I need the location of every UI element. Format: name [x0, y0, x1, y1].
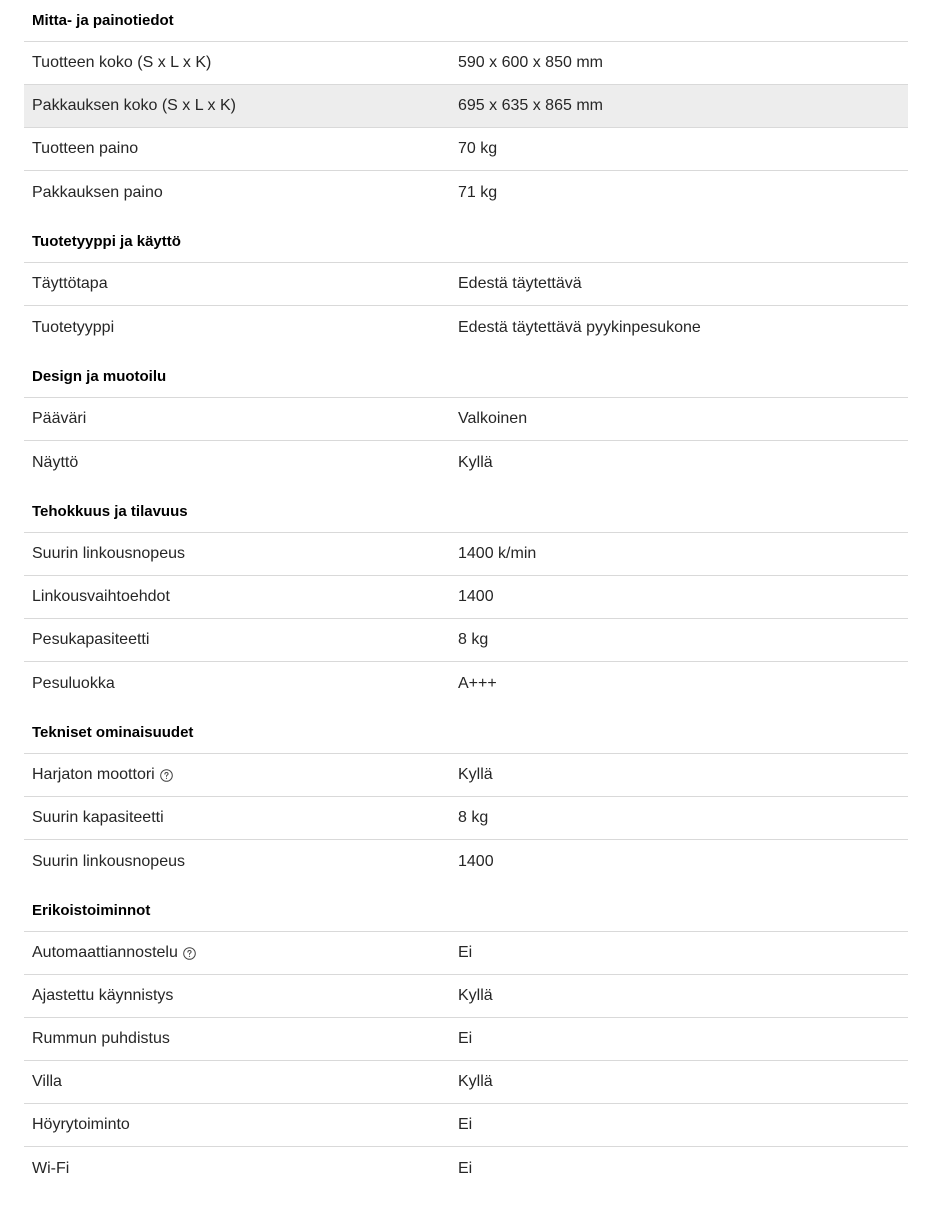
spec-label-cell [24, 766, 458, 784]
spec-value: 1400 k/min [458, 545, 537, 562]
spec-value: Valkoinen [458, 410, 528, 427]
spec-label: Pakkauksen koko (S x L x K) [32, 97, 236, 114]
spec-label: Täyttötapa [32, 275, 108, 292]
section-heading: Erikoistoiminnot [24, 890, 908, 932]
spec-value: A+++ [458, 674, 497, 692]
spec-section-design-ja-muotoilu [24, 356, 908, 484]
spec-row [24, 42, 908, 85]
spec-label: Pääväri [32, 410, 87, 427]
spec-label: Harjaton moottori [32, 766, 155, 783]
spec-value: 1400 [458, 852, 494, 870]
spec-label-cell [24, 140, 458, 158]
spec-label-cell [24, 809, 458, 827]
spec-label-cell [24, 545, 458, 563]
spec-row [24, 263, 908, 306]
spec-section-mitta-ja-painotiedot [24, 0, 908, 214]
spec-value: 590 x 600 x 850 mm [458, 54, 603, 71]
spec-row [24, 1104, 908, 1147]
spec-value: 1400 [458, 588, 494, 605]
spec-row [24, 662, 908, 705]
spec-section-tekniset-ominaisuudet [24, 712, 908, 883]
spec-label: Näyttö [32, 453, 79, 471]
spec-row [24, 1061, 908, 1104]
spec-row [24, 1147, 908, 1190]
spec-row [24, 398, 908, 441]
spec-value: Kyllä [458, 453, 493, 471]
spec-row [24, 840, 908, 883]
spec-label: Rummun puhdistus [32, 1030, 170, 1047]
spec-value: 8 kg [458, 631, 489, 648]
question-circle-icon[interactable] [183, 946, 197, 960]
spec-value: Ei [458, 1116, 473, 1133]
section-heading: Mitta- ja painotiedot [24, 0, 908, 42]
spec-label-cell [24, 631, 458, 649]
spec-label: Linkousvaihtoehdot [32, 588, 170, 605]
spec-value: Kyllä [458, 1073, 493, 1090]
spec-label-cell [24, 1160, 458, 1178]
spec-label-cell [24, 54, 458, 72]
spec-label-cell [24, 410, 458, 428]
spec-label-cell [24, 319, 458, 337]
spec-label-cell [24, 675, 458, 693]
spec-label-cell [24, 853, 458, 871]
spec-label: Pesukapasiteetti [32, 631, 150, 648]
spec-value: 695 x 635 x 865 mm [458, 97, 603, 114]
spec-label-cell [24, 1030, 458, 1048]
spec-label: Suurin kapasiteetti [32, 809, 164, 826]
spec-label-cell [24, 588, 458, 606]
spec-label: Höyrytoiminto [32, 1116, 130, 1133]
spec-value: Ei [458, 1030, 473, 1047]
spec-section-erikoistoiminnot [24, 890, 908, 1190]
spec-value: 70 kg [458, 140, 498, 157]
spec-row [24, 171, 908, 214]
spec-value: 8 kg [458, 809, 489, 826]
spec-row [24, 576, 908, 619]
spec-row [24, 533, 908, 576]
question-circle-icon[interactable] [160, 768, 174, 782]
section-heading: Design ja muotoilu [24, 356, 908, 398]
spec-row [24, 797, 908, 840]
section-heading: Tekniset ominaisuudet [24, 712, 908, 754]
spec-label: Suurin linkousnopeus [32, 545, 185, 562]
spec-label-cell [24, 987, 458, 1005]
section-heading: Tehokkuus ja tilavuus [24, 491, 908, 533]
spec-label: Suurin linkousnopeus [32, 852, 185, 870]
spec-row [24, 306, 908, 349]
spec-label-cell [24, 97, 458, 115]
spec-row [24, 975, 908, 1018]
spec-value: Ei [458, 944, 473, 961]
spec-value: Kyllä [458, 766, 493, 783]
spec-label: Tuotetyyppi [32, 318, 115, 336]
spec-label: Tuotteen paino [32, 140, 139, 157]
specifications-table [24, 0, 908, 1190]
spec-value: Edestä täytettävä pyykinpesukone [458, 318, 701, 336]
spec-label-cell [24, 275, 458, 293]
spec-value: Ei [458, 1159, 473, 1177]
spec-section-tehokkuus-ja-tilavuus [24, 491, 908, 705]
spec-label: Villa [32, 1073, 62, 1090]
spec-row [24, 128, 908, 171]
spec-label: Wi-Fi [32, 1159, 70, 1177]
spec-row [24, 932, 908, 975]
spec-label: Ajastettu käynnistys [32, 987, 174, 1004]
spec-section-tuotetyyppi-ja-kaytto [24, 221, 908, 349]
section-heading: Tuotetyyppi ja käyttö [24, 221, 908, 263]
spec-label: Tuotteen koko (S x L x K) [32, 54, 212, 71]
spec-label: Pakkauksen paino [32, 183, 163, 201]
spec-label-cell [24, 184, 458, 202]
spec-value: 71 kg [458, 183, 498, 201]
spec-label-cell [24, 1073, 458, 1091]
spec-label-cell [24, 944, 458, 962]
spec-value: Edestä täytettävä [458, 275, 582, 292]
spec-row [24, 85, 908, 128]
spec-row [24, 1018, 908, 1061]
spec-value: Kyllä [458, 987, 493, 1004]
spec-label: Automaattiannostelu [32, 944, 178, 961]
spec-row [24, 754, 908, 797]
spec-row [24, 619, 908, 662]
spec-label-cell [24, 1116, 458, 1134]
spec-label-cell [24, 454, 458, 472]
spec-label: Pesuluokka [32, 674, 115, 692]
spec-row [24, 441, 908, 484]
